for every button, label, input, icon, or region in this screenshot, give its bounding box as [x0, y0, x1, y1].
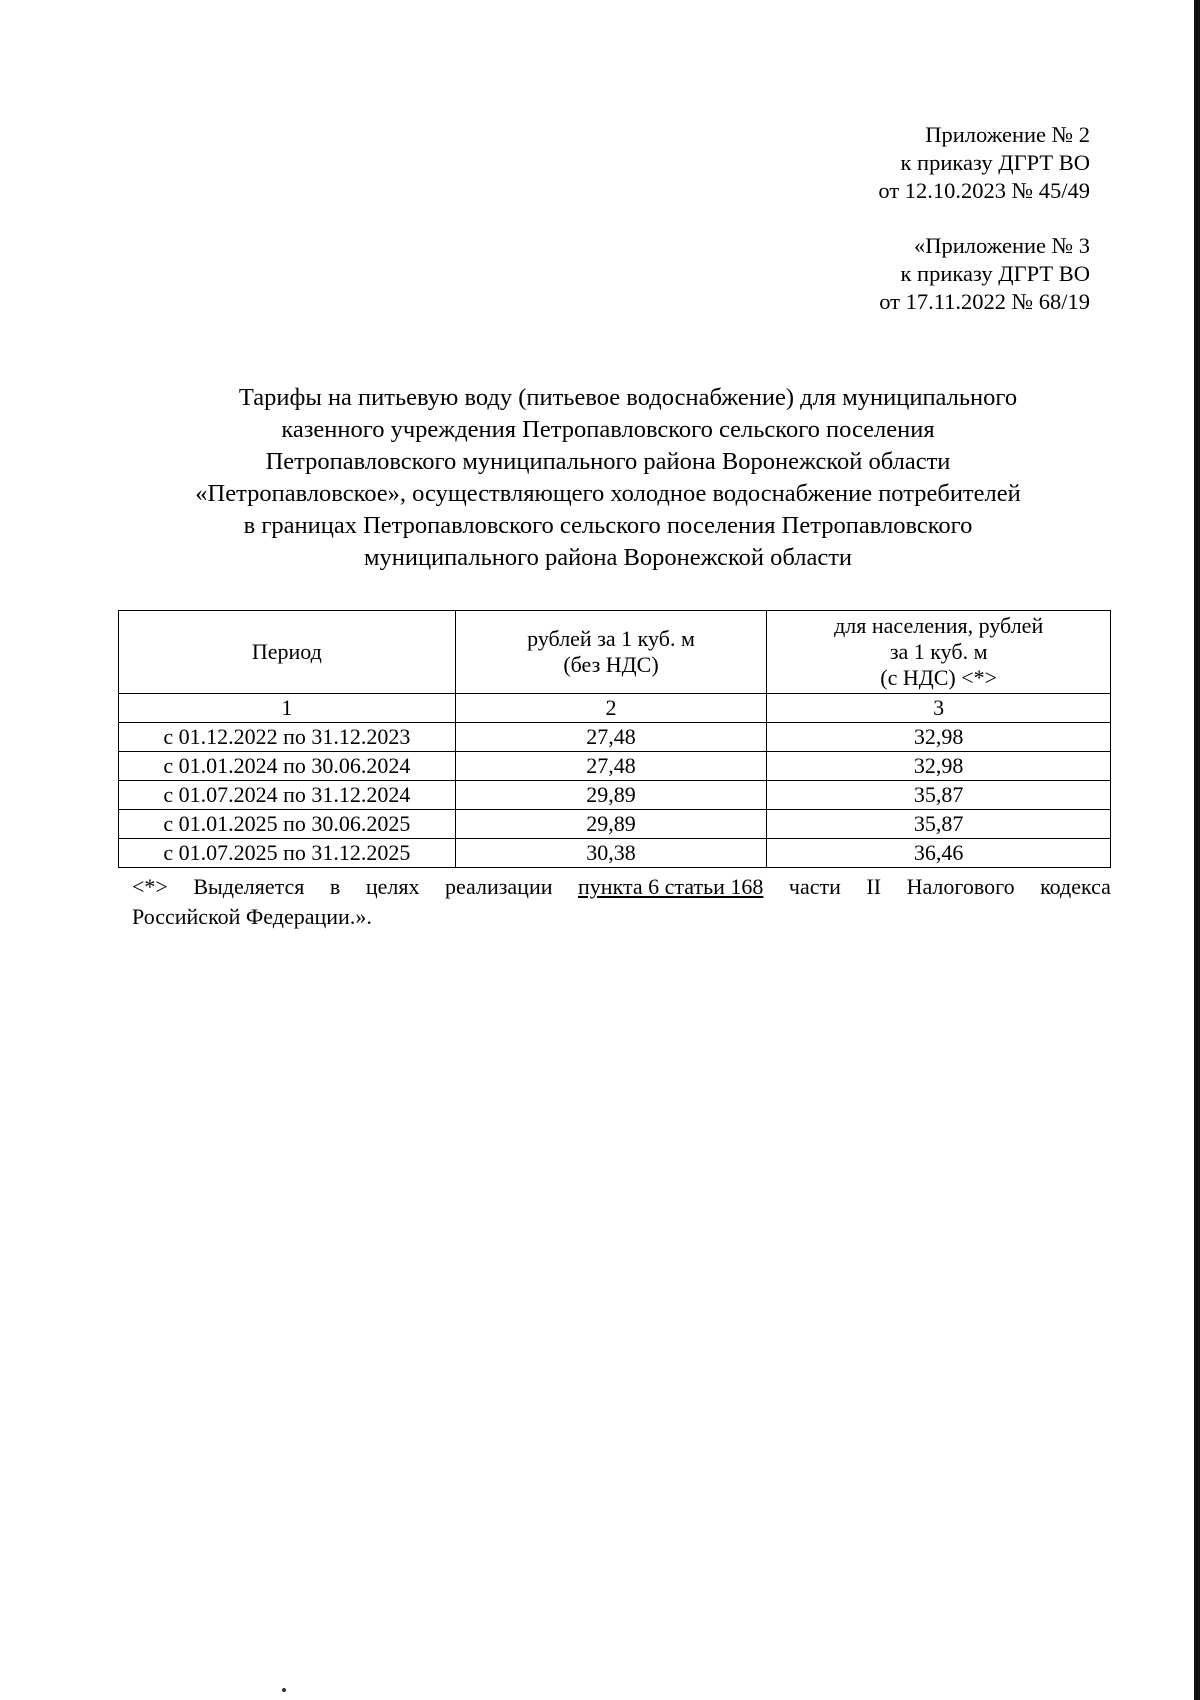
footnote [132, 872, 1111, 932]
table-row [119, 810, 1111, 839]
footnote-marker: <*> [132, 874, 168, 899]
period-cell: с 01.01.2025 по 30.06.2025 [119, 810, 456, 839]
header-price-no-vat: рублей за 1 куб. м (без НДС) [455, 611, 767, 694]
title-line: Тарифы на питьевую воду (питьевое водоснабжение) для муниципального [238, 384, 1018, 411]
scan-edge [1194, 0, 1200, 1700]
header-period: Период [119, 611, 456, 694]
table-row [119, 781, 1111, 810]
table-row [119, 723, 1111, 752]
title-line: муниципального района Воронежской области [363, 544, 853, 571]
column-number: 2 [455, 694, 767, 723]
title-line: «Петропавловское», осуществляющего холодное водоснабжение потребителей [195, 480, 1021, 507]
appendix-header-current [878, 121, 1090, 205]
appendix-number: Приложение № 2 [925, 122, 1090, 147]
price-with-vat-cell: 32,98 [767, 723, 1111, 752]
footnote-word: кодекса [1040, 874, 1111, 899]
price-no-vat-cell: 29,89 [455, 810, 767, 839]
table-header-row [119, 611, 1111, 694]
appendix-order-ref: к приказу ДГРТ ВО [900, 261, 1090, 286]
period-cell: с 01.12.2022 по 31.12.2023 [119, 723, 456, 752]
price-with-vat-cell: 36,46 [767, 839, 1111, 868]
title-line: в границах Петропавловского сельского поселения Петропавловского [243, 512, 973, 539]
title-line: Петропавловского муниципального района Воронежской области [265, 448, 951, 475]
document-title [118, 382, 1098, 574]
tax-code-link[interactable]: пункта 6 статьи 168 [578, 874, 764, 899]
price-no-vat-cell: 30,38 [455, 839, 767, 868]
column-number: 1 [119, 694, 456, 723]
period-cell: с 01.07.2025 по 31.12.2025 [119, 839, 456, 868]
footnote-line-1 [132, 872, 1111, 902]
tariff-table [118, 610, 1111, 868]
footnote-word: целях [365, 874, 420, 899]
scan-artifact [282, 1688, 286, 1692]
appendix-header-original [879, 232, 1090, 316]
footnote-word: II [866, 874, 882, 899]
appendix-order-date: от 12.10.2023 № 45/49 [878, 178, 1090, 203]
column-number: 3 [767, 694, 1111, 723]
footnote-word: в [329, 874, 341, 899]
footnote-word: Налогового [906, 874, 1015, 899]
price-no-vat-cell: 27,48 [455, 752, 767, 781]
appendix-order-ref: к приказу ДГРТ ВО [900, 150, 1090, 175]
price-with-vat-cell: 35,87 [767, 781, 1111, 810]
footnote-word: Выделяется [193, 874, 305, 899]
footnote-line-2: Российской Федерации.». [132, 904, 372, 929]
footnote-word: части [788, 874, 841, 899]
table-row [119, 752, 1111, 781]
appendix-order-date: от 17.11.2022 № 68/19 [879, 289, 1090, 314]
table-row [119, 839, 1111, 868]
price-with-vat-cell: 32,98 [767, 752, 1111, 781]
title-line: казенного учреждения Петропавловского сельского поселения [281, 416, 935, 443]
appendix-number: «Приложение № 3 [914, 233, 1090, 258]
price-no-vat-cell: 29,89 [455, 781, 767, 810]
period-cell: с 01.01.2024 по 30.06.2024 [119, 752, 456, 781]
column-number-row [119, 694, 1111, 723]
header-price-population: для населения, рублей за 1 куб. м (с НДС) <*> [767, 611, 1111, 694]
price-no-vat-cell: 27,48 [455, 723, 767, 752]
footnote-word: реализации [444, 874, 553, 899]
period-cell: с 01.07.2024 по 31.12.2024 [119, 781, 456, 810]
price-with-vat-cell: 35,87 [767, 810, 1111, 839]
